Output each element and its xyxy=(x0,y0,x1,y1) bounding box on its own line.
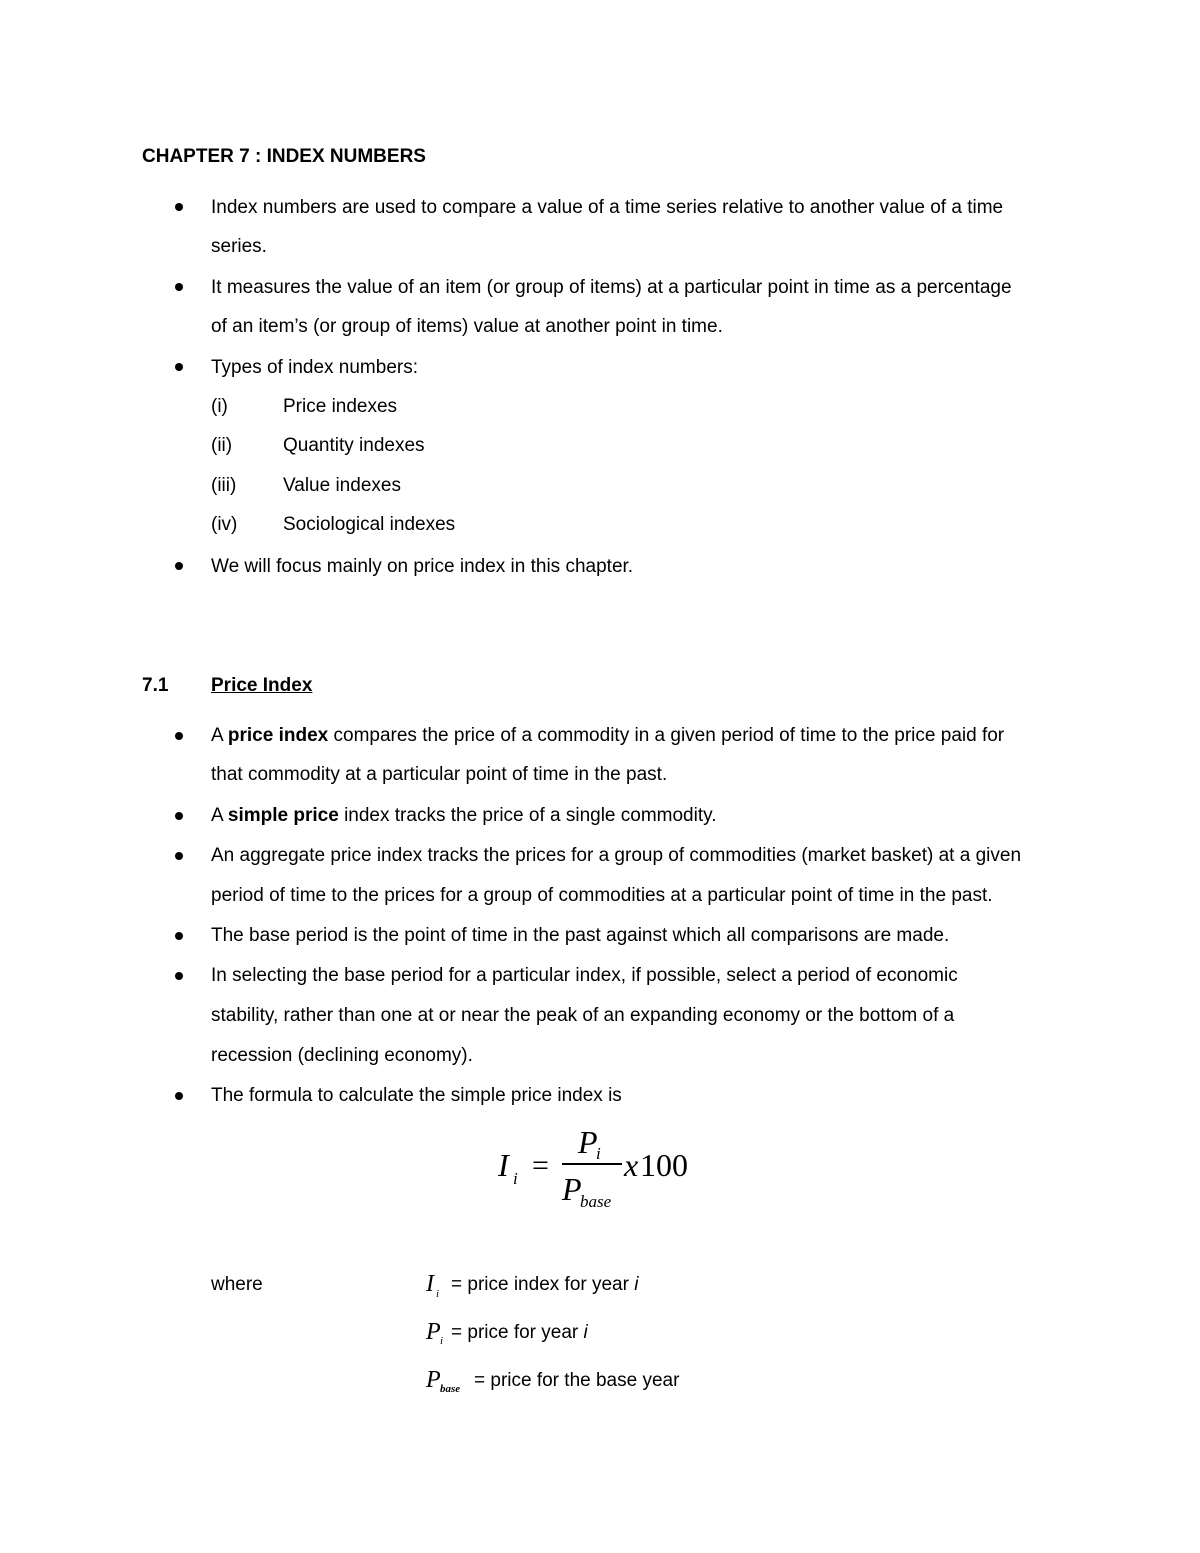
bullet-icon xyxy=(175,283,183,291)
bold-term: simple price xyxy=(227,805,339,826)
definition-text xyxy=(451,1323,588,1342)
section-number: 7.1 xyxy=(142,675,169,696)
bullet-icon xyxy=(175,1092,183,1100)
section-bullet-5-line-3: recession (declining economy). xyxy=(211,1045,473,1066)
formula-denominator-subscript: base xyxy=(580,1192,612,1211)
type-number: (ii) xyxy=(211,435,233,456)
intro-bullet-1-line-1: Index numbers are used to compare a value of a time series relative to another value of a time xyxy=(211,197,1004,218)
text-run: = price for year xyxy=(451,1322,584,1343)
bullet-icon xyxy=(175,852,183,860)
section-bullet-4: The base period is the point of time in the past against which all comparisons are made. xyxy=(211,925,950,946)
variable: i xyxy=(634,1274,639,1295)
bullet-icon xyxy=(175,203,183,211)
section-title: Price Index xyxy=(211,675,313,696)
section-bullet-1-line-2: that commodity at a particular point of time in the past. xyxy=(211,764,668,785)
formula-lhs: I xyxy=(498,1147,509,1183)
bold-term: price index xyxy=(227,725,329,746)
formula-numerator: P xyxy=(578,1124,598,1160)
intro-bullet-2-line-1: It measures the value of an item (or group of items) at a particular point in time as a percentage xyxy=(211,277,1012,298)
formula-denominator: P xyxy=(562,1171,582,1207)
definition-symbol: P xyxy=(426,1367,441,1393)
type-number: (iii) xyxy=(211,475,237,496)
intro-bullet-2-line-2: of an item’s (or group of items) value at another point in time. xyxy=(211,316,723,337)
intro-bullet-3: Types of index numbers: xyxy=(211,357,418,378)
section-bullet-3-line-1: An aggregate price index tracks the prices for a group of commodities (market basket) at a given xyxy=(211,845,1022,866)
type-label: Sociological indexes xyxy=(283,514,456,535)
definition-symbol: P xyxy=(426,1319,441,1345)
formula-numerator-subscript: i xyxy=(596,1144,601,1163)
fraction-bar xyxy=(562,1163,622,1165)
text-run: index tracks the price of a single commodity. xyxy=(338,805,717,826)
bullet-icon xyxy=(175,812,183,820)
bullet-icon xyxy=(175,972,183,980)
text-run: A xyxy=(211,725,228,746)
section-bullet-3-line-2: period of time to the prices for a group of commodities at a particular point of time in the past. xyxy=(211,885,993,906)
definition-subscript: base xyxy=(440,1383,461,1395)
section-bullet-5-line-1: In selecting the base period for a particular index, if possible, select a period of economic xyxy=(211,965,958,986)
definition-symbol: I xyxy=(426,1271,434,1297)
definition-text xyxy=(451,1275,638,1294)
chapter-title: CHAPTER 7 : INDEX NUMBERS xyxy=(142,146,426,167)
type-number: (iv) xyxy=(211,514,238,535)
section-bullet-5-line-2: stability, rather than one at or near the peak of an expanding economy or the bottom of a xyxy=(211,1005,955,1026)
formula-lhs-subscript: i xyxy=(513,1169,518,1188)
section-bullet-2 xyxy=(211,806,717,825)
type-label: Quantity indexes xyxy=(283,435,425,456)
text-run: A xyxy=(211,805,228,826)
type-label: Value indexes xyxy=(283,475,401,496)
variable: i xyxy=(583,1322,588,1343)
type-number: (i) xyxy=(211,396,228,417)
section-bullet-6: The formula to calculate the simple price index is xyxy=(211,1085,622,1106)
text-run: = price index for year xyxy=(451,1274,635,1295)
bullet-icon xyxy=(175,363,183,371)
formula-equals: = xyxy=(532,1149,549,1182)
section-bullet-1-line-1 xyxy=(211,726,1004,745)
definition-subscript: i xyxy=(436,1288,440,1300)
formula-times: x xyxy=(624,1147,639,1183)
definition-subscript: i xyxy=(440,1335,444,1347)
bullet-icon xyxy=(175,562,183,570)
intro-bullet-4: We will focus mainly on price index in this chapter. xyxy=(211,556,634,577)
where-label: where xyxy=(211,1274,263,1295)
text-run: compares the price of a commodity in a given period of time to the price paid for xyxy=(328,725,1005,746)
definition-text: = price for the base year xyxy=(474,1370,680,1391)
intro-bullet-1-line-2: series. xyxy=(211,236,267,257)
type-label: Price indexes xyxy=(283,396,398,417)
formula-hundred: 100 xyxy=(640,1147,688,1183)
bullet-icon xyxy=(175,932,183,940)
bullet-icon xyxy=(175,732,183,740)
